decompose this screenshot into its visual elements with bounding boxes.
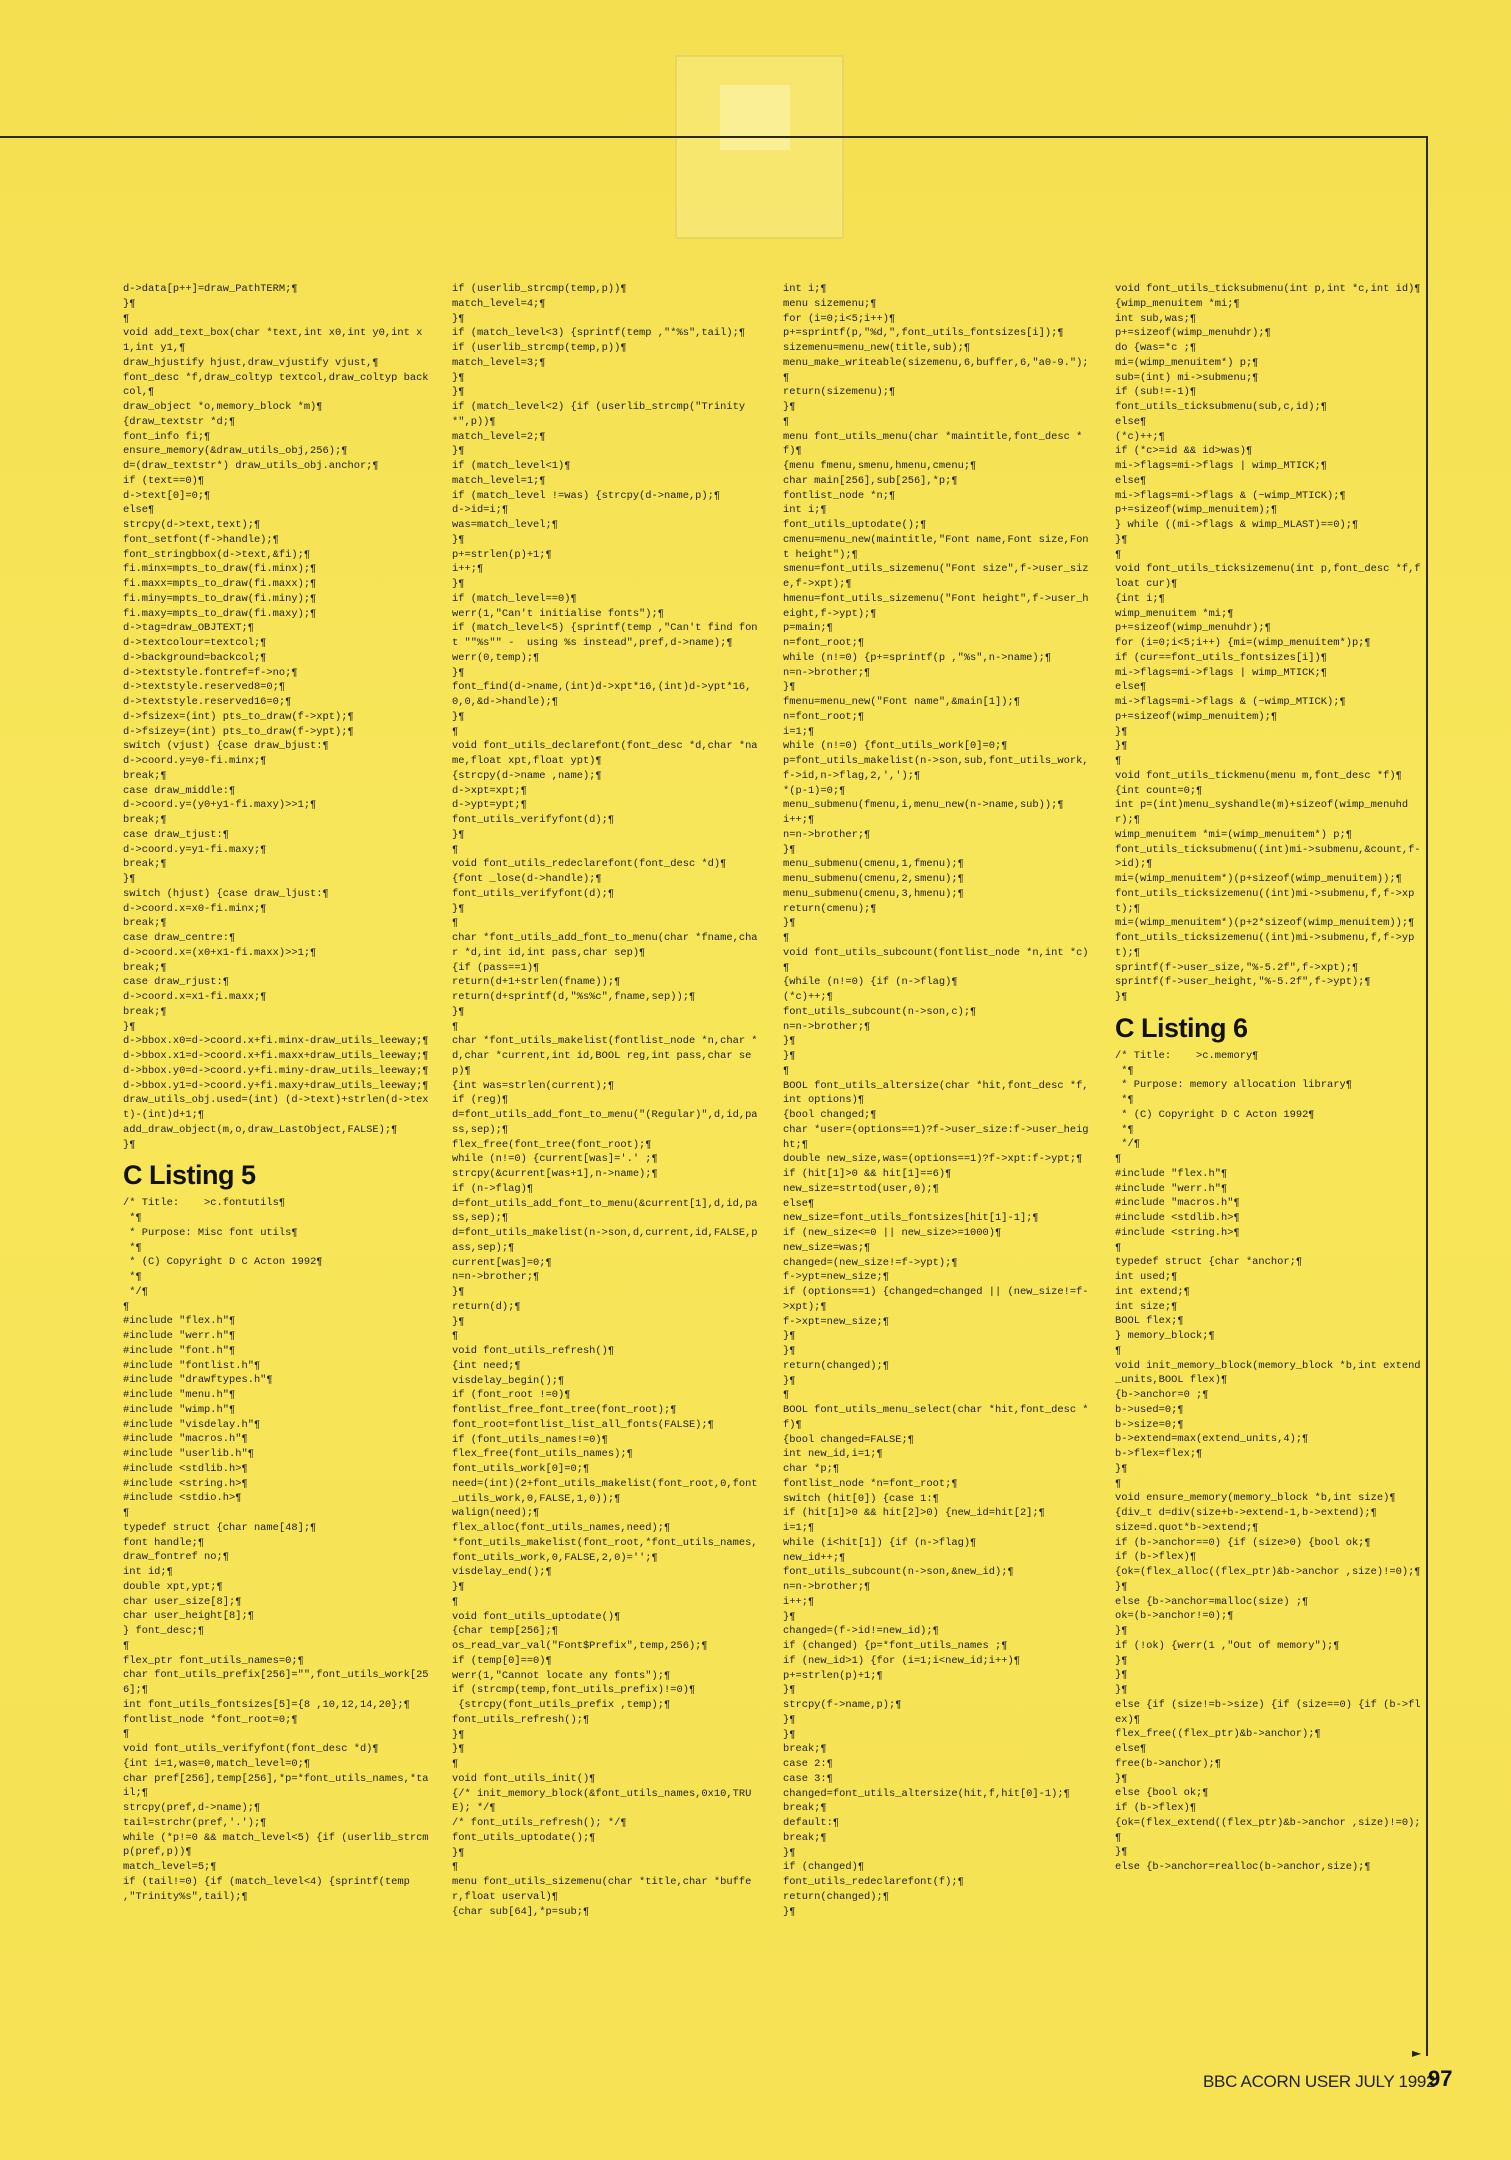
continued-arrow-icon: ► [1412, 2046, 1422, 2060]
code-listing-5-end: void font_utils_ticksubmenu(int p,int *c,int id)¶ {wimp_menuitem *mi;¶ int sub,was;¶ p+=sizeof(wimp_menuhdr);¶ do {was=*c ;¶ mi=(wimp_menuitem*) p;¶ sub=(int) mi->submenu;¶ if (sub!=-1)¶ font_utils_ticksubmenu(sub,c,id);¶ else¶ (*c)++;¶ if (*c>=id && id>was)¶ mi->flags=mi->flags | wimp_MTICK;¶ else¶ mi->flags=mi->flags & (~wimp_MTICK);¶ p+=sizeof(wimp_menuitem);¶ } while ((mi->flags & wimp_MLAST)==0);¶ }¶ ¶ void font_utils_ticksizemenu(int p,font_desc *f,float cur)¶ {int i;¶ wimp_menuitem *mi;¶ p+=sizeof(wimp_menuhdr);¶ for (i=0;i<5;i++) {mi=(wimp_menuitem*)p;¶ if (cur==font_utils_fontsizes[i])¶ mi->flags=mi->flags | wimp_MTICK;¶ else¶ mi->flags=mi->flags & (~wimp_MTICK);¶ p+=sizeof(wimp_menuitem);¶ }¶ }¶ ¶ void font_utils_tickmenu(menu m,font_desc *f)¶ {int count=0;¶ int p=(int)menu_syshandle(m)+sizeof(wimp_menuhdr);¶ wimp_menuitem *mi=(wimp_menuitem*) p;¶ font_utils_ticksubmenu((int)mi->submenu,&count,f->id);¶ mi=(wimp_menuitem*)(p+sizeof(wimp_menuitem));¶ font_utils_ticksizemenu((int)mi->submenu,f,f->xpt);¶ mi=(wimp_menuitem*)(p+2*sizeof(wimp_menuitem));¶ font_utils_ticksizemenu((int)mi->submenu,f,f->ypt);¶ sprintf(f->user_size,"%-5.2f",f->xpt);¶ sprintf(f->user_height,"%-5.2f",f->ypt);¶ }¶ [1115, 283, 1421, 1003]
column-1 [123, 282, 433, 1904]
page-number: 97 [1428, 2066, 1453, 2091]
code-listing-4-end: d->data[p++]=draw_PathTERM;¶ }¶ ¶ void add_text_box(char *text,int x0,int y0,int x1,int y1,¶ draw_hjustify hjust,draw_vjustify vjust,¶ font_desc *f,draw_coltyp textcol,draw_coltyp backcol,¶ draw_object *o,memory_block *m)¶ {draw_textstr *d;¶ font_info fi;¶ ensure_memory(&draw_utils_obj,256);¶ d=(draw_textstr*) draw_utils_obj.anchor;¶ if (text==0)¶ d->text[0]=0;¶ else¶ strcpy(d->text,text);¶ font_setfont(f->handle);¶ font_stringbbox(d->text,&fi);¶ fi.minx=mpts_to_draw(fi.minx);¶ fi.maxx=mpts_to_draw(fi.maxx);¶ fi.miny=mpts_to_draw(fi.miny);¶ fi.maxy=mpts_to_draw(fi.maxy);¶ d->tag=draw_OBJTEXT;¶ d->textcolour=textcol;¶ d->background=backcol;¶ d->textstyle.fontref=f->no;¶ d->textstyle.reserved8=0;¶ d->textstyle.reserved16=0;¶ d->fsizex=(int) pts_to_draw(f->xpt);¶ d->fsizey=(int) pts_to_draw(f->ypt);¶ switch (vjust) {case draw_bjust:¶ d->coord.y=y0-fi.minx;¶ break;¶ case draw_middle:¶ d->coord.y=(y0+y1-fi.maxy)>>1;¶ break;¶ case draw_tjust:¶ d->coord.y=y1-fi.maxy;¶ break;¶ }¶ switch (hjust) {case draw_ljust:¶ d->coord.x=x0-fi.minx;¶ break;¶ case draw_centre:¶ d->coord.x=(x0+x1-fi.maxx)>>1;¶ break;¶ case draw_rjust:¶ d->coord.x=x1-fi.maxx;¶ break;¶ }¶ d->bbox.x0=d->coord.x+fi.minx-draw_utils_leeway;¶ d->bbox.x1=d->coord.x+fi.maxx+draw_utils_leeway;¶ d->bbox.y0=d->coord.y+fi.miny-draw_utils_leeway;¶ d->bbox.y1=d->coord.y+fi.maxy+draw_utils_leeway;¶ draw_utils_obj.used=(int) (d->text)+strlen(d->text)-(int)d+1;¶ add_draw_object(m,o,draw_LastObject,FALSE);¶ }¶ [123, 283, 429, 1151]
top-rule [0, 136, 1428, 138]
listing-5-heading: C Listing 5 [123, 1160, 256, 1191]
column-4 [1115, 282, 1425, 1875]
column-2 [452, 282, 762, 1919]
code-listing-5-part-3: int i;¶ menu sizemenu;¶ for (i=0;i<5;i++)¶ p+=sprintf(p,"%d,",font_utils_fontsizes[i]);¶ sizemenu=menu_new(title,sub);¶ menu_make_writeable(sizemenu,6,buffer,6,"a0-9.");¶ return(sizemenu);¶ }¶ ¶ menu font_utils_menu(char *maintitle,font_desc *f)¶ {menu fmenu,smenu,hmenu,cmenu;¶ char main[256],sub[256],*p;¶ fontlist_node *n;¶ int i;¶ font_utils_uptodate();¶ cmenu=menu_new(maintitle,"Font name,Font size,Font height");¶ smenu=font_utils_sizemenu("Font size",f->user_size,f->xpt);¶ hmenu=font_utils_sizemenu("Font height",f->user_height,f->ypt);¶ p=main;¶ n=font_root;¶ while (n!=0) {p+=sprintf(p ,"%s",n->name);¶ n=n->brother;¶ }¶ fmenu=menu_new("Font name",&main[1]);¶ n=font_root;¶ i=1;¶ while (n!=0) {font_utils_work[0]=0;¶ p=font_utils_makelist(n->son,sub,font_utils_work,f->id,n->flag,2,',');¶ *(p-1)=0;¶ menu_submenu(fmenu,i,menu_new(n->name,sub));¶ i++;¶ n=n->brother;¶ }¶ menu_submenu(cmenu,1,fmenu);¶ menu_submenu(cmenu,2,smenu);¶ menu_submenu(cmenu,3,hmenu);¶ return(cmenu);¶ }¶ ¶ void font_utils_subcount(fontlist_node *n,int *c)¶ {while (n!=0) {if (n->flag)¶ (*c)++;¶ font_utils_subcount(n->son,c);¶ n=n->brother;¶ }¶ }¶ ¶ BOOL font_utils_altersize(char *hit,font_desc *f,int options)¶ {bool changed;¶ char *user=(options==1)?f->user_size:f->user_height;¶ double new_size,was=(options==1)?f->xpt:f->ypt;¶ if (hit[1]>0 && hit[1]==6)¶ new_size=strtod(user,0);¶ else¶ new_size=font_utils_fontsizes[hit[1]-1];¶ if (new_size<=0 || new_size>=1000)¶ new_size=was;¶ changed=(new_size!=f->ypt);¶ f->ypt=new_size;¶ if (options==1) {changed=changed || (new_size!=f->xpt);¶ f->xpt=new_size;¶ }¶ }¶ return(changed);¶ }¶ ¶ BOOL font_utils_menu_select(char *hit,font_desc *f)¶ {bool changed=FALSE;¶ int new_id,i=1;¶ char *p;¶ fontlist_node *n=font_root;¶ switch (hit[0]) {case 1:¶ if (hit[1]>0 && hit[2]>0) {new_id=hit[2];¶ i=1;¶ while (i<hit[1]) {if (n->flag)¶ new_id++;¶ font_utils_subcount(n->son,&new_id);¶ n=n->brother;¶ i++;¶ }¶ changed=(f->id!=new_id);¶ if (changed) {p=*font_utils_names ;¶ if (new_id>1) {for (i=1;i<new_id;i++)¶ p+=strlen(p)+1;¶ }¶ strcpy(f->name,p);¶ }¶ }¶ break;¶ case 2:¶ case 3:¶ changed=font_utils_altersize(hit,f,hit[0]-1);¶ break;¶ default:¶ break;¶ }¶ if (changed)¶ font_utils_redeclarefont(f);¶ return(changed);¶ }¶ [783, 283, 1089, 1918]
footer-magazine-title: BBC ACORN USER JULY 1992 [1203, 2072, 1436, 2091]
code-listing-5-part-2: if (userlib_strcmp(temp,p))¶ match_level=4;¶ }¶ if (match_level<3) {sprintf(temp ,"*%s",tail);¶ if (userlib_strcmp(temp,p))¶ match_level=3;¶ }¶ }¶ if (match_level<2) {if (userlib_strcmp("Trinity*",p))¶ match_level=2;¶ }¶ if (match_level<1)¶ match_level=1;¶ if (match_level !=was) {strcpy(d->name,p);¶ d->id=i;¶ was=match_level;¶ }¶ p+=strlen(p)+1;¶ i++;¶ }¶ if (match_level==0)¶ werr(1,"Can't initialise fonts");¶ if (match_level<5) {sprintf(temp ,"Can't find font ""%s"" - using %s instead",pref,d->name);¶ werr(0,temp);¶ }¶ font_find(d->name,(int)d->xpt*16,(int)d->ypt*16,0,0,&d->handle);¶ }¶ ¶ void font_utils_declarefont(font_desc *d,char *name,float xpt,float ypt)¶ {strcpy(d->name ,name);¶ d->xpt=xpt;¶ d->ypt=ypt;¶ font_utils_verifyfont(d);¶ }¶ ¶ void font_utils_redeclarefont(font_desc *d)¶ {font _lose(d->handle);¶ font_utils_verifyfont(d);¶ }¶ ¶ char *font_utils_add_font_to_menu(char *fname,char *d,int id,int pass,char sep)¶ {if (pass==1)¶ return(d+1+strlen(fname));¶ return(d+sprintf(d,"%s%c",fname,sep));¶ }¶ ¶ char *font_utils_makelist(fontlist_node *n,char *d,char *current,int id,BOOL reg,int pass,char sep)¶ {int was=strlen(current);¶ if (reg)¶ d=font_utils_add_font_to_menu("(Regular)",d,id,pass,sep);¶ flex_free(font_tree(font_root);¶ while (n!=0) {current[was]='.' ;¶ strcpy(&current[was+1],n->name);¶ if (n->flag)¶ d=font_utils_add_font_to_menu(&current[1],d,id,pass,sep);¶ d=font_utils_makelist(n->son,d,current,id,FALSE,pass,sep);¶ current[was]=0;¶ n=n->brother;¶ }¶ return(d);¶ }¶ ¶ void font_utils_refresh()¶ {int need;¶ visdelay_begin();¶ if (font_root !=0)¶ fontlist_free_font_tree(font_root);¶ font_root=fontlist_list_all_fonts(FALSE);¶ if (font_utils_names!=0)¶ flex_free(font_utils_names);¶ font_utils_work[0]=0;¶ need=(int)(2+font_utils_makelist(font_root,0,font_utils_work,0,FALSE,1,0));¶ walign(need);¶ flex_alloc(font_utils_names,need);¶ *font_utils_makelist(font_root,*font_utils_names,font_utils_work,0,FALSE,2,0)='';¶ visdelay_end();¶ }¶ ¶ void font_utils_uptodate()¶ {char temp[256];¶ os_read_var_val("Font$Prefix",temp,256);¶ if (temp[0]==0)¶ werr(1,"Cannot locate any fonts");¶ if (strcmp(temp,font_utils_prefix)!=0)¶ {strcpy(font_utils_prefix ,temp);¶ font_utils_refresh();¶ }¶ }¶ ¶ void font_utils_init()¶ {/* init_memory_block(&font_utils_names,0x10,TRUE); */¶ /* font_utils_refresh(); */¶ font_utils_uptodate();¶ }¶ ¶ menu font_utils_sizemenu(char *title,char *buffer,float userval)¶ {char sub[64],*p=sub;¶ [452, 283, 758, 1918]
show-through-highlight [720, 85, 790, 150]
column-3 [783, 282, 1093, 1919]
code-listing-6-start: /* Title: >c.memory¶ *¶ * Purpose: memory allocation library¶ *¶ * (C) Copyright D C Acton 1992¶ *¶ */¶ ¶ #include "flex.h"¶ #include "werr.h"¶ #include "macros.h"¶ #include <stdlib.h>¶ #include <string.h>¶ ¶ typedef struct {char *anchor;¶ int used;¶ int extend;¶ int size;¶ BOOL flex;¶ } memory_block;¶ ¶ void init_memory_block(memory_block *b,int extend_units,BOOL flex)¶ {b->anchor=0 ;¶ b->used=0;¶ b->size=0;¶ b->extend=max(extend_units,4);¶ b->flex=flex;¶ }¶ ¶ void ensure_memory(memory_block *b,int size)¶ {div_t d=div(size+b->extend-1,b->extend);¶ size=d.quot*b->extend;¶ if (b->anchor==0) {if (size>0) {bool ok;¶ if (b->flex)¶ {ok=(flex_alloc((flex_ptr)&b->anchor ,size)!=0);¶ }¶ else {b->anchor=malloc(size) ;¶ ok=(b->anchor!=0);¶ }¶ if (!ok) {werr(1 ,"Out of memory");¶ }¶ }¶ }¶ else {if (size!=b->size) {if (size==0) {if (b->flex)¶ flex_free((flex_ptr)&b->anchor);¶ else¶ free(b->anchor);¶ }¶ else {bool ok;¶ if (b->flex)¶ {ok=(flex_extend((flex_ptr)&b->anchor ,size)!=0);¶ }¶ else {b->anchor=realloc(b->anchor,size);¶ [1115, 1049, 1421, 1873]
right-rule [1426, 136, 1428, 2056]
code-listing-5-start: /* Title: >c.fontutils¶ *¶ * Purpose: Misc font utils¶ *¶ * (C) Copyright D C Acton 1992¶ *¶ */¶ ¶ #include "flex.h"¶ #include "werr.h"¶ #include "font.h"¶ #include "fontlist.h"¶ #include "drawftypes.h"¶ #include "menu.h"¶ #include "wimp.h"¶ #include "visdelay.h"¶ #include "macros.h"¶ #include "userlib.h"¶ #include <stdlib.h>¶ #include <string.h>¶ #include <stdio.h>¶ ¶ typedef struct {char name[48];¶ font handle;¶ draw_fontref no;¶ int id;¶ double xpt,ypt;¶ char user_size[8];¶ char user_height[8];¶ } font_desc;¶ ¶ flex_ptr font_utils_names=0;¶ char font_utils_prefix[256]="",font_utils_work[256];¶ int font_utils_fontsizes[5]={8 ,10,12,14,20};¶ fontlist_node *font_root=0;¶ ¶ void font_utils_verifyfont(font_desc *d)¶ {int i=1,was=0,match_level=0;¶ char pref[256],temp[256],*p=*font_utils_names,*tail;¶ strcpy(pref,d->name);¶ tail=strchr(pref,'.');¶ while (*p!=0 && match_level<5) {if (userlib_strcmp(pref,p))¶ match_level=5;¶ if (tail!=0) {if (match_level<4) {sprintf(temp ,"Trinity%s",tail);¶ [123, 1197, 429, 1903]
listing-6-heading: C Listing 6 [1115, 1012, 1248, 1043]
